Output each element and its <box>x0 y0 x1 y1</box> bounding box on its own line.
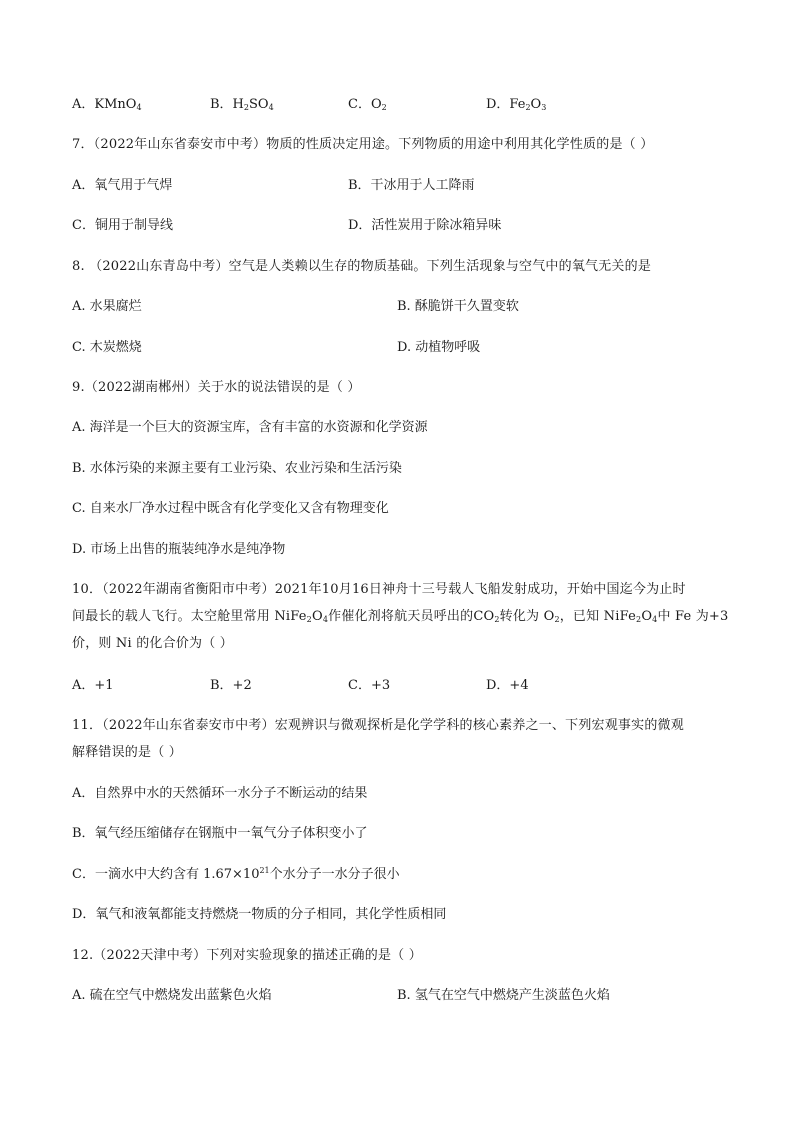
q11-option-a: A．自然界中水的天然循环一水分子不断运动的结果 <box>72 786 368 801</box>
q10-option-a: A．+1 <box>72 678 114 693</box>
q11-option-c: C．一滴水中大约含有 $1.67\times 10^{21}$个水分子一水分子很小 <box>72 866 400 882</box>
q6-option-c: C．$O_2$ <box>348 97 387 112</box>
q8-stem: 8. （2022山东青岛中考）空气是人类赖以生存的物质基础。下列生活现象与空气中的氧气无关的是 <box>72 259 652 274</box>
q11-stem-line2: 解释错误的是（ ） <box>72 745 182 760</box>
q6-option-a: A．KMnO$_4$ <box>72 97 142 112</box>
q8-option-c: C. 木炭燃烧 <box>72 340 142 355</box>
q9-option-a: A. 海洋是一个巨大的资源宝库，含有丰富的水资源和化学资源 <box>72 420 428 435</box>
q10-stem-line2: 间最长的载人飞行。太空舱里常用 $NiFe_2O_4$作催化剂将航天员呼出的$CO_2$转化为 $O_2$，已知 $NiFe_2O_4$中 Fe 为+3 <box>72 609 729 624</box>
q11-stem-line1: 11．（2022年山东省泰安市中考）宏观辨识与微观探析是化学学科的核心素养之一、下列宏观事实的微观 <box>72 718 684 733</box>
q9-option-c: C. 自来水厂净水过程中既含有化学变化又含有物理变化 <box>72 501 389 516</box>
q9-stem: 9.（2022湖南郴州）关于水的说法错误的是（ ） <box>72 380 361 395</box>
q6-option-d: D．$Fe_2O_3$ <box>486 97 547 112</box>
q9-option-d: D. 市场上出售的瓶装纯净水是纯净物 <box>72 542 286 557</box>
q7-option-a: A．氧气用于气焊 <box>72 178 173 193</box>
q8-option-d: D. 动植物呼吸 <box>397 340 481 355</box>
q12-option-b: B. 氢气在空气中燃烧产生淡蓝色火焰 <box>397 988 610 1003</box>
q7-option-b: B．干冰用于人工降雨 <box>348 178 475 193</box>
q12-option-a: A. 硫在空气中燃烧发出蓝紫色火焰 <box>72 988 272 1003</box>
q9-option-b: B. 水体污染的来源主要有工业污染、农业污染和生活污染 <box>72 461 402 476</box>
q11-option-d: D．氧气和液氧都能支持燃烧一物质的分子相同，其化学性质相同 <box>72 907 447 922</box>
q6-option-b: B．$H_2SO_4$ <box>210 97 274 112</box>
q7-option-c: C．铜用于制导线 <box>72 218 173 233</box>
q10-stem-line3: 价，则 Ni 的化合价为（ ） <box>72 636 233 651</box>
q7-stem: 7．（2022年山东省泰安市中考）物质的性质决定用途。下列物质的用途中利用其化学性质的是（ ） <box>72 137 654 152</box>
q8-option-b: B. 酥脆饼干久置变软 <box>397 299 519 314</box>
q10-option-d: D．+4 <box>486 678 529 693</box>
q11-option-b: B．氧气经压缩储存在钢瓶中一氧气分子体积变小了 <box>72 826 368 841</box>
q12-stem: 12.（2022天津中考）下列对实验现象的描述正确的是（ ） <box>72 948 422 963</box>
q10-stem-line1: 10．（2022年湖南省衡阳市中考）2021年10月16日神舟十三号载人飞船发射成功，开始中国迄今为止时 <box>72 582 686 597</box>
q10-option-b: B．+2 <box>210 678 252 693</box>
q8-option-a: A. 水果腐烂 <box>72 299 142 314</box>
q7-option-d: D．活性炭用于除冰箱异味 <box>348 218 502 233</box>
q10-option-c: C．+3 <box>348 678 391 693</box>
